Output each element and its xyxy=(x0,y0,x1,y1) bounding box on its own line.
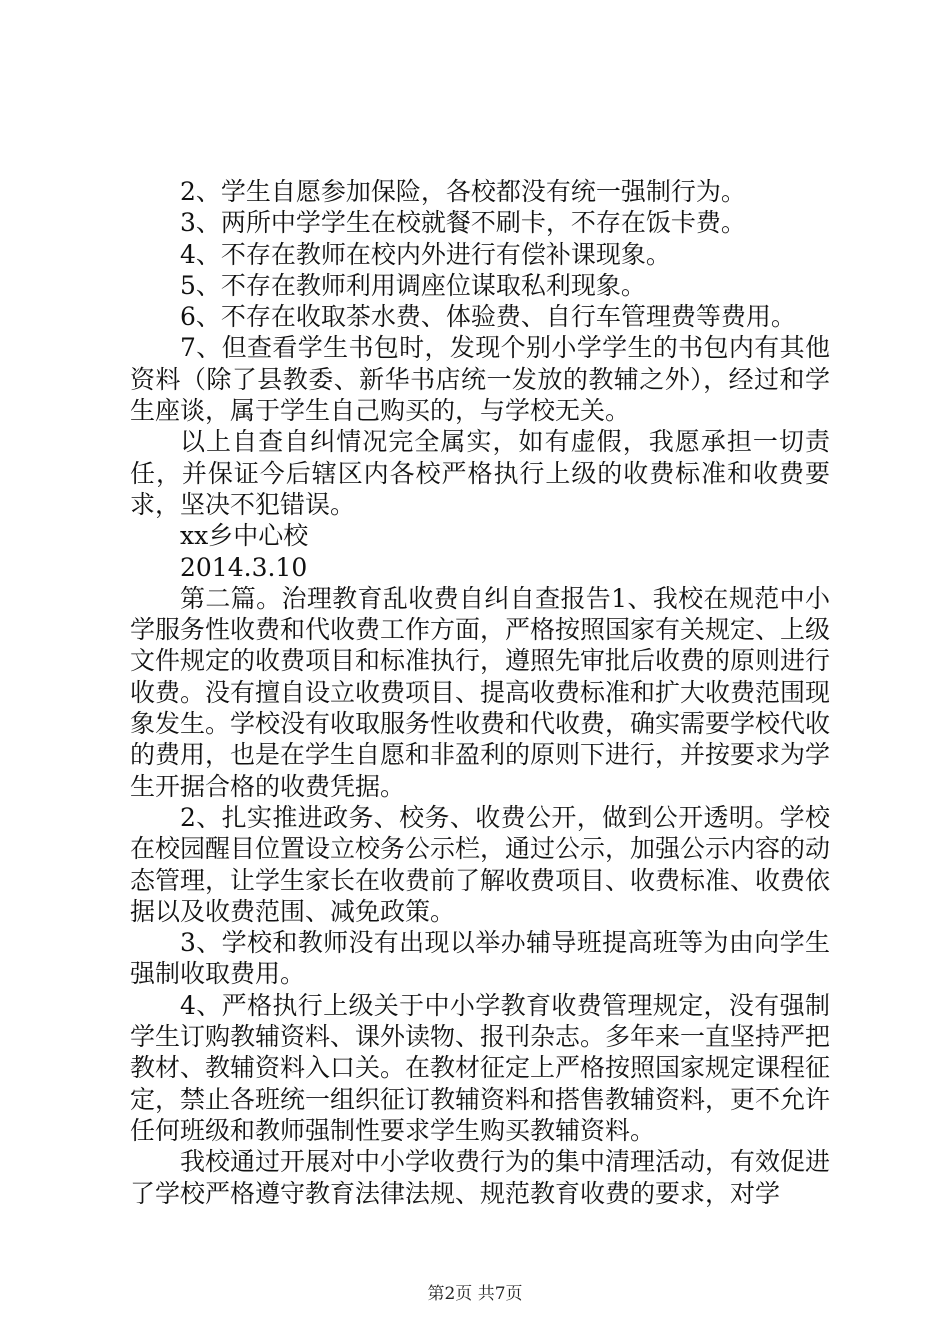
paragraph-teaching-materials: 4、严格执行上级关于中小学教育收费管理规定，没有强制学生订购教辅资料、课外读物、报刊杂志。多年来一直坚持严把教材、教辅资料入口关。在教材征定上严格按照国家规定课程征定，禁止各班统一组织征订教辅资料和搭售教辅资料，更不允许任何班级和教师强制性要求学生购买教辅资料。 xyxy=(130,990,831,1145)
signature-school: xx乡中心校 xyxy=(180,521,309,551)
signature-date: 2014.3.10 xyxy=(180,552,308,582)
paragraph-conclusion: 我校通过开展对中小学收费行为的集中清理活动，有效促进了学校严格遵守教育法律法规、规范教育收费的要求，对学 xyxy=(130,1147,831,1208)
paragraph-second-report-intro: 第二篇。治理教育乱收费自纠自查报告1、我校在规范中小学服务性收费和代收费工作方面，严格按照国家有关规定、上级文件规定的收费项目和标准执行，遵照先审批后收费的原则进行收费。没有擅自设立收费项目、提高收费标准和扩大收费范围现象发生。学校没有收取服务性收费和代收费，确实需要学校代收的费用，也是在学生自愿和非盈利的原则下进行，并按要求为学生开据合格的收费凭据。 xyxy=(130,583,831,801)
paragraph-paid-tutoring: 4、不存在教师在校内外进行有偿补课现象。 xyxy=(180,239,671,269)
paragraph-schoolbag-check: 7、但查看学生书包时，发现个别小学学生的书包内有其他资料（除了县教委、新华书店统一发放的教辅之外），经过和学生座谈，属于学生自己购买的，与学校无关。 xyxy=(130,333,830,426)
page-footer: 第2页 共7页 xyxy=(427,1284,523,1304)
paragraph-other-fees: 6、不存在收取茶水费、体验费、自行车管理费等费用。 xyxy=(180,302,796,332)
paragraph-insurance: 2、学生自愿参加保险，各校都没有统一强制行为。 xyxy=(180,177,746,206)
paragraph-disclosure: 2、扎实推进政务、校务、收费公开，做到公开透明。学校在校园醒目位置设立校务公示栏，通过公示，加强公示内容的动态管理，让学生家长在收费前了解收费项目、收费标准、收费依据以及收费范围、减免政策。 xyxy=(130,802,831,926)
document-body xyxy=(130,176,830,1209)
paragraph-seating: 5、不存在教师利用调座位谋取私利现象。 xyxy=(180,270,646,300)
paragraph-declaration: 以上自查自纠情况完全属实，如有虚假，我愿承担一切责任，并保证今后辖区内各校严格执行上级的收费标准和收费要求，坚决不犯错误。 xyxy=(130,427,830,519)
paragraph-tutoring-classes: 3、学校和教师没有出现以举办辅导班提高班等为由向学生强制收取费用。 xyxy=(130,928,830,989)
paragraph-meal-card: 3、两所中学学生在校就餐不刷卡，不存在饭卡费。 xyxy=(180,208,746,238)
